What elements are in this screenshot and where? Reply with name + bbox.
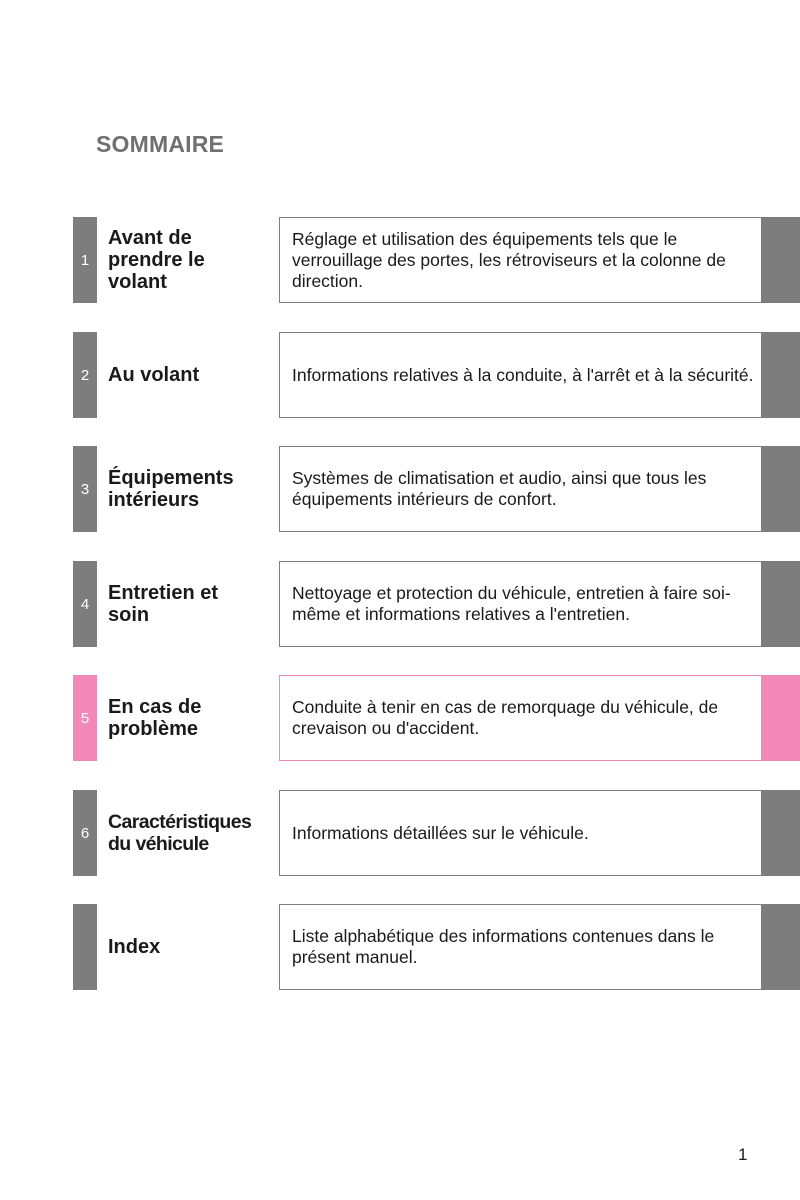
page-title: SOMMAIRE xyxy=(96,131,225,157)
section-description-box xyxy=(279,217,762,303)
section-edge-tab xyxy=(761,217,800,303)
section-title[interactable]: Caractéristiques du véhicule xyxy=(108,811,252,855)
section-description: Liste alphabétique des informations contenues dans le présent manuel. xyxy=(292,926,715,967)
section-title[interactable]: Index xyxy=(108,936,161,958)
section-description: Systèmes de climatisation et audio, ainsi que tous les équipements intérieurs de confort. xyxy=(292,468,707,509)
index-row[interactable] xyxy=(0,904,800,990)
section-3-row[interactable] xyxy=(0,446,800,532)
section-title[interactable]: Avant de prendre le volant xyxy=(108,227,205,293)
section-description: Informations relatives à la conduite, à l'arrêt et à la sécurité. xyxy=(292,364,754,385)
section-number-tab: 2 xyxy=(73,332,97,418)
section-description-box xyxy=(279,904,762,990)
section-number-tab xyxy=(73,904,97,990)
section-1-row[interactable] xyxy=(0,217,800,303)
section-edge-tab xyxy=(761,561,800,647)
section-description-box xyxy=(279,561,762,647)
section-description-box xyxy=(279,332,762,418)
section-edge-tab xyxy=(761,332,800,418)
section-5-row[interactable] xyxy=(0,675,800,761)
section-description: Conduite à tenir en cas de remorquage du véhicule, de crevaison ou d'accident. xyxy=(292,697,719,738)
section-title[interactable]: En cas de problème xyxy=(108,696,202,740)
section-number-tab: 6 xyxy=(73,790,97,876)
section-number-tab: 1 xyxy=(73,217,97,303)
section-number-tab: 5 xyxy=(73,675,97,761)
section-edge-tab xyxy=(761,790,800,876)
section-edge-tab xyxy=(761,904,800,990)
section-edge-tab xyxy=(761,446,800,532)
section-title[interactable]: Entretien et soin xyxy=(108,582,219,626)
section-description: Informations détaillées sur le véhicule. xyxy=(292,822,589,843)
section-2-row[interactable] xyxy=(0,332,800,418)
section-4-row[interactable] xyxy=(0,561,800,647)
section-6-row[interactable] xyxy=(0,790,800,876)
section-description-box xyxy=(279,675,762,761)
section-title[interactable]: Au volant xyxy=(108,364,200,386)
page-number: 1 xyxy=(738,1145,748,1164)
section-description-box xyxy=(279,790,762,876)
section-description: Nettoyage et protection du véhicule, entretien à faire soi-même et informations relatives a l'entretien. xyxy=(292,583,731,624)
section-number-tab: 4 xyxy=(73,561,97,647)
section-title[interactable]: Équipements intérieurs xyxy=(108,467,234,511)
section-description: Réglage et utilisation des équipements tels que le verrouillage des portes, les rétroviseurs et la colonne de direction. xyxy=(292,228,726,291)
section-description-box xyxy=(279,446,762,532)
section-edge-tab xyxy=(761,675,800,761)
section-number-tab: 3 xyxy=(73,446,97,532)
